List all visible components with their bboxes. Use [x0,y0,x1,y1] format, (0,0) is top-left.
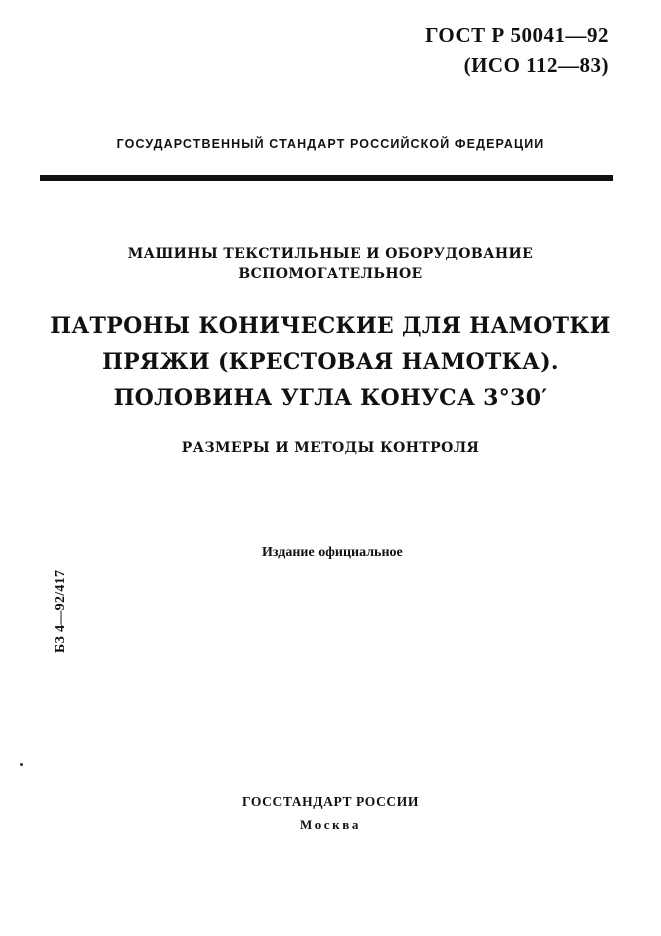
standard-designation [425,20,609,80]
side-catalog-code: БЗ 4—92/417 [53,569,68,653]
document-subtitle: РАЗМЕРЫ И МЕТОДЫ КОНТРОЛЯ [181,440,480,456]
horizontal-rule [40,175,613,181]
title-line-1: ПАТРОНЫ КОНИЧЕСКИЕ ДЛЯ НАМОТКИ [50,313,611,339]
speck-mark [20,763,23,766]
publisher-name: ГОССТАНДАРТ РОССИИ [242,794,419,809]
category-line-2: ВСПОМОГАТЕЛЬНОЕ [238,266,423,282]
document-title [0,308,661,416]
publication-city: Москва [300,817,361,832]
standard-number: ГОСТ Р 50041—92 [425,23,609,47]
title-line-3: ПОЛОВИНА УГЛА КОНУСА 3°30′ [113,385,548,411]
category-line-1: МАШИНЫ ТЕКСТИЛЬНЫЕ И ОБОРУДОВАНИЕ [127,246,534,262]
edition-note: Издание официальное [262,545,403,560]
iso-reference: (ИСО 112—83) [463,53,609,77]
category-heading [0,244,661,284]
title-line-2: ПРЯЖИ (КРЕСТОВАЯ НАМОТКА). [102,349,559,375]
state-standard-heading: ГОСУДАРСТВЕННЫЙ СТАНДАРТ РОССИЙСКОЙ ФЕДЕРАЦИИ [116,137,545,151]
